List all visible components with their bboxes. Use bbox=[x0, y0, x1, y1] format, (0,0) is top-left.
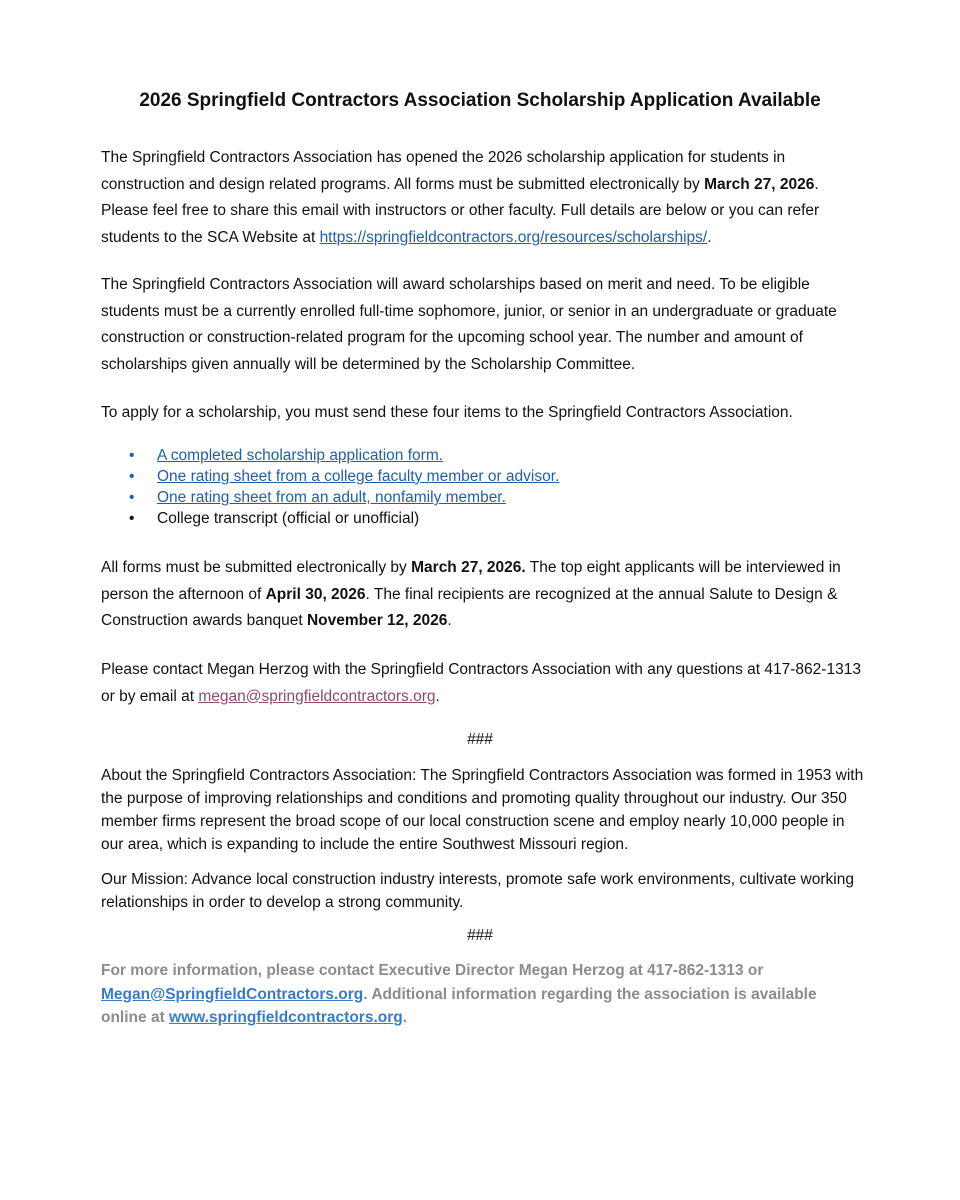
interview-date: April 30, 2026 bbox=[265, 585, 366, 603]
footer-text-2: . Additional information regarding the association is available online at bbox=[101, 985, 817, 1026]
submission-deadline: March 27, 2026. bbox=[411, 559, 526, 576]
contact-text-1: Please contact Megan Herzog with the Springfield Contractors Association with any questions at 417-862-1313 or by email at bbox=[101, 661, 861, 705]
intro-text-1: The Springfield Contractors Association has opened the 2026 scholarship application for students in construction and design related programs. All forms must be submitted electronically by bbox=[101, 149, 786, 193]
bullet-icon: • bbox=[129, 489, 135, 506]
contact-paragraph bbox=[101, 657, 866, 710]
banquet-date: November 12, 2026 bbox=[306, 612, 448, 629]
dates-paragraph bbox=[101, 555, 866, 635]
bullet-icon: • bbox=[129, 447, 135, 464]
footer-website-link[interactable]: www.springfieldcontractors.org bbox=[169, 1009, 403, 1026]
footer-text-3: . bbox=[402, 1009, 408, 1026]
mission-paragraph: Our Mission: Advance local construction industry interests, promote safe work environments, cultivate working relationships in order to develop a strong community. bbox=[101, 871, 854, 911]
intro-paragraph bbox=[101, 145, 866, 251]
bullet-icon: • bbox=[129, 510, 135, 527]
nonfamily-rating-sheet-link[interactable]: One rating sheet from an adult, nonfamily member. bbox=[157, 489, 506, 506]
section-separator: ### bbox=[467, 927, 493, 944]
faculty-rating-sheet-link[interactable]: One rating sheet from a college faculty member or advisor. bbox=[157, 468, 560, 485]
contact-email-link[interactable]: megan@springfieldcontractors.org bbox=[198, 687, 436, 705]
eligibility-paragraph: The Springfield Contractors Association will award scholarships based on merit and need. To be eligible students must be a currently enrolled full-time sophomore, junior, or senior in an undergraduate or graduate construction or construction-related program for the upcoming school year. The number and amount of scholarships given annually will be determined by the Scholarship Committee. bbox=[101, 276, 837, 373]
about-paragraph: About the Springfield Contractors Association: The Springfield Contractors Association was formed in 1953 with the purpose of improving relationships and conditions and promoting quality throughout our industry. Our 350 member firms represent the broad scope of our local construction scene and employ nearly 10,000 people in our area, which is expanding to include the entire Southwest Missouri region. bbox=[101, 767, 864, 853]
footer-email-link[interactable]: Megan@SpringfieldContractors.org bbox=[101, 985, 364, 1003]
list-item bbox=[101, 445, 801, 466]
page-title: 2026 Springfield Contractors Association Scholarship Application Available bbox=[139, 90, 821, 111]
requirements-list bbox=[101, 445, 801, 529]
footer-text-1: For more information, please contact Executive Director Megan Herzog at 417-862-1313 or bbox=[101, 962, 764, 979]
dates-text-4: . bbox=[447, 612, 452, 629]
dates-text-3: . The final recipients are recognized at the annual Salute to Design & Construction awards banquet bbox=[101, 585, 838, 629]
footer-paragraph bbox=[101, 959, 866, 1030]
intro-deadline: March 27, 2026 bbox=[704, 175, 815, 193]
list-item bbox=[101, 508, 801, 529]
contact-text-2: . bbox=[435, 687, 440, 705]
apply-intro-paragraph: To apply for a scholarship, you must send these four items to the Springfield Contractors Association. bbox=[101, 404, 793, 421]
scholarship-website-link[interactable]: https://springfieldcontractors.org/resources/scholarships/ bbox=[319, 228, 708, 246]
dates-text-2: The top eight applicants will be interviewed in person the afternoon of bbox=[101, 559, 841, 603]
intro-text-3: . bbox=[707, 228, 712, 246]
dates-text-1: All forms must be submitted electronically by bbox=[101, 559, 412, 576]
application-form-link[interactable]: A completed scholarship application form. bbox=[157, 447, 444, 464]
transcript-item-label: College transcript (official or unofficial) bbox=[157, 510, 420, 527]
list-item bbox=[101, 466, 801, 487]
intro-text-2: . Please feel free to share this email with instructors or other faculty. Full details are below or you can refer students to the SCA Website at bbox=[101, 175, 820, 246]
list-item bbox=[101, 487, 801, 508]
bullet-icon: • bbox=[129, 468, 135, 485]
section-separator: ### bbox=[467, 731, 493, 748]
